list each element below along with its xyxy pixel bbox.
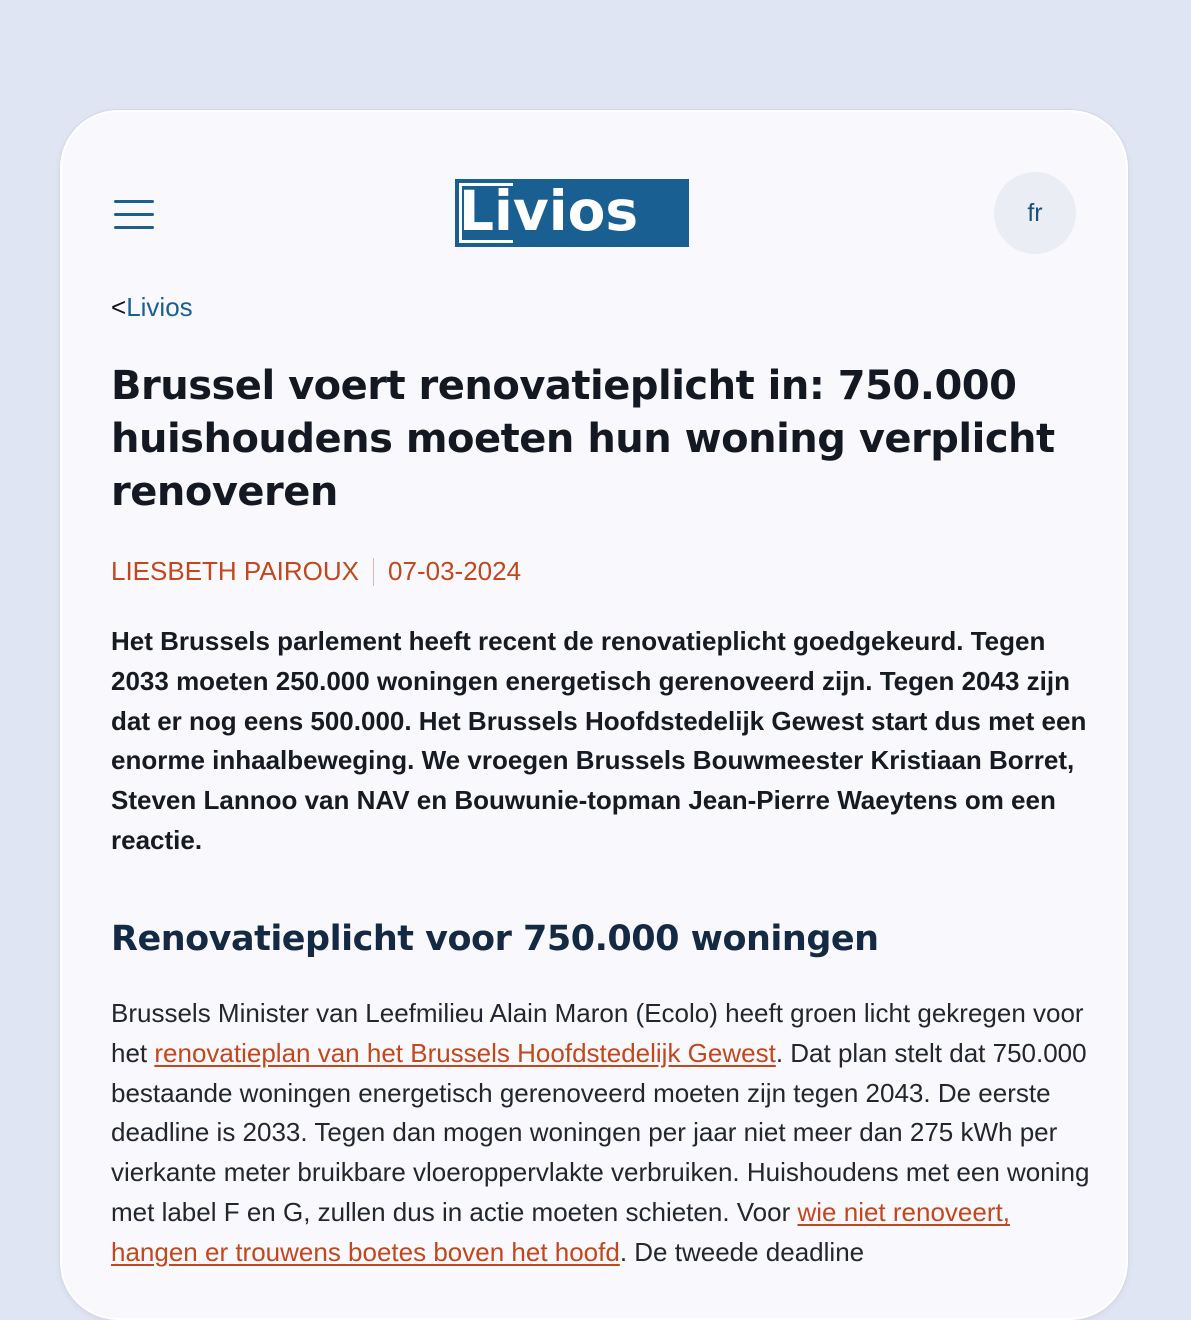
chevron-left-icon: < <box>111 292 127 322</box>
byline-divider <box>373 558 374 586</box>
menu-bar <box>114 200 154 203</box>
phone-frame <box>60 110 1128 1320</box>
menu-bar <box>114 213 154 216</box>
breadcrumb-back-link[interactable] <box>111 292 193 323</box>
body-text: Brussels Minister van Leefmilieu Alain Maron (Ecolo) heeft groen licht gekregen voor het <box>111 998 1084 1068</box>
article-body-paragraph <box>111 994 1101 1273</box>
site-logo[interactable] <box>455 179 689 247</box>
article-intro: Het Brussels parlement heeft recent de renovatieplicht goedgekeurd. Tegen 2033 moeten 250.000 woningen energetisch gerenoveerd zijn. Tegen 2043 zijn dat er nog eens 500.000. Het Brussels Hoofdstedelijk Gewest start dus met een enorme inhaalbeweging. We vroegen Brussels Bouwmeester Kristiaan Borret, Steven Lannoo van NAV en Bouwunie-topman Jean-Pierre Waeytens om een reactie. <box>111 626 1087 855</box>
logo-text: Livios <box>459 178 639 243</box>
hamburger-menu-icon[interactable] <box>114 198 156 230</box>
body-text: . Dat plan stelt dat 750.000 bestaande woningen energetisch gerenoveerd moeten zijn tegen 2043. De eerste deadline is 2033. Tegen dan mogen woningen per jaar niet meer dan 275 kWh per vierkante meter bruikbare vloeroppervlakte verbruiken. Huishoudens met een woning met label F en G, zullen dus in actie moeten schieten. Voor <box>111 1037 1090 1227</box>
logo-frame-decoration <box>459 183 513 243</box>
language-switch-button[interactable]: fr <box>994 172 1076 254</box>
body-text: . De tweede deadline <box>619 1236 865 1267</box>
article-byline <box>111 556 521 587</box>
renovation-plan-link[interactable]: renovatieplan van het Brussels Hoofdstedelijk Gewest <box>154 1037 776 1068</box>
menu-bar <box>114 226 154 229</box>
author-name[interactable]: LIESBETH PAIROUX <box>111 556 360 586</box>
fines-article-link[interactable]: wie niet renoveert, hangen er trouwens boetes boven het hoofd <box>111 1196 1010 1267</box>
section-heading: Renovatieplicht voor 750.000 woningen <box>111 919 879 959</box>
article-title: Brussel voert renovatieplicht in: 750.000 huishoudens moeten hun woning verplicht renoveren <box>111 363 1055 515</box>
publish-date: 07-03-2024 <box>388 556 522 586</box>
breadcrumb-label: Livios <box>126 292 193 322</box>
